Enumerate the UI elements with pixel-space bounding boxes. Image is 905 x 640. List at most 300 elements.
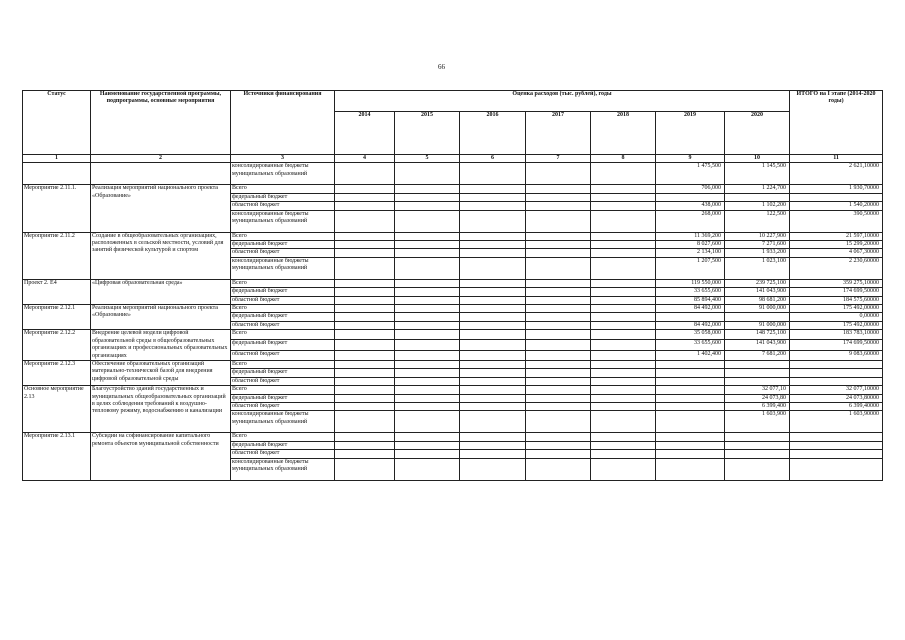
- cell-empty-year: [460, 257, 526, 279]
- table-row: [23, 163, 883, 185]
- cell-empty-year: [395, 321, 460, 329]
- cell-empty-year: [335, 185, 395, 193]
- cell-empty-year: [460, 296, 526, 304]
- cell-empty-year: [526, 193, 591, 201]
- cell-empty-year: [335, 458, 395, 480]
- column-number: 6: [460, 155, 526, 163]
- cell-total: [790, 433, 883, 441]
- cell-empty-year: [460, 249, 526, 257]
- row-source: федеральный бюджет: [231, 394, 335, 402]
- cell-v2019: 1 475,500: [656, 163, 725, 185]
- cell-empty-year: [395, 377, 460, 385]
- row-source: консолидированные бюджеты муниципальных образований: [231, 411, 335, 433]
- cell-empty-year: [591, 377, 656, 385]
- cell-empty-year: [526, 340, 591, 350]
- table-row: [23, 386, 883, 394]
- header-year: 2016: [460, 112, 526, 155]
- cell-v2020: 141 043,900: [725, 288, 790, 296]
- cell-empty-year: [460, 193, 526, 201]
- cell-empty-year: [591, 163, 656, 185]
- row-name: Обеспечение образовательных организаций материально-технической базой для внедрения цифровой образовательной среды: [91, 360, 231, 385]
- cell-empty-year: [335, 394, 395, 402]
- cell-empty-year: [526, 279, 591, 287]
- cell-empty-year: [395, 394, 460, 402]
- cell-total: [790, 458, 883, 480]
- column-number: 9: [656, 155, 725, 163]
- table-body: [23, 163, 883, 480]
- cell-v2020: [725, 313, 790, 321]
- row-name: Субсидии на софинансирование капитального ремонта объектов муниципальной собственности: [91, 433, 231, 480]
- cell-empty-year: [395, 433, 460, 441]
- row-source: Всего: [231, 386, 335, 394]
- cell-empty-year: [526, 210, 591, 232]
- row-source: областной бюджет: [231, 321, 335, 329]
- header-year: 2018: [591, 112, 656, 155]
- cell-empty-year: [460, 185, 526, 193]
- cell-total: 9 083,60000: [790, 350, 883, 360]
- header-estimate: Оценка расходов (тыс. рублей), годы: [335, 91, 790, 112]
- cell-empty-year: [460, 321, 526, 329]
- cell-total: 175 492,00000: [790, 305, 883, 313]
- cell-v2020: 1 224,700: [725, 185, 790, 193]
- cell-v2020: 6 399,400: [725, 402, 790, 410]
- cell-v2019: 1 402,400: [656, 350, 725, 360]
- cell-v2020: [725, 458, 790, 480]
- cell-empty-year: [591, 305, 656, 313]
- cell-total: 175 492,00000: [790, 321, 883, 329]
- cell-empty-year: [526, 441, 591, 449]
- cell-empty-year: [335, 288, 395, 296]
- cell-empty-year: [335, 321, 395, 329]
- cell-v2019: 33 655,600: [656, 288, 725, 296]
- cell-v2020: [725, 360, 790, 368]
- cell-total: 4 067,30000: [790, 249, 883, 257]
- cell-empty-year: [526, 330, 591, 340]
- cell-empty-year: [591, 202, 656, 210]
- cell-empty-year: [591, 210, 656, 232]
- cell-empty-year: [395, 305, 460, 313]
- column-number: 10: [725, 155, 790, 163]
- cell-empty-year: [335, 340, 395, 350]
- cell-v2020: [725, 369, 790, 377]
- row-name: Реализация мероприятий национального проекта «Образование»: [91, 185, 231, 232]
- row-source: областной бюджет: [231, 249, 335, 257]
- row-name: Благоустройство зданий государственных и муниципальных общеобразовательных организаций в целях соблюдения требований к воздушно-тепловому режиму, водоснабжению и канализации: [91, 386, 231, 433]
- cell-total: 183 783,10000: [790, 330, 883, 340]
- row-source: Всего: [231, 232, 335, 240]
- cell-empty-year: [460, 433, 526, 441]
- cell-empty-year: [526, 241, 591, 249]
- cell-empty-year: [395, 360, 460, 368]
- header-source: Источники финансирования: [231, 91, 335, 155]
- cell-empty-year: [591, 340, 656, 350]
- cell-empty-year: [460, 313, 526, 321]
- cell-v2019: 84 492,000: [656, 321, 725, 329]
- cell-v2019: 33 655,600: [656, 340, 725, 350]
- row-source: консолидированные бюджеты муниципальных образований: [231, 458, 335, 480]
- cell-empty-year: [591, 386, 656, 394]
- cell-empty-year: [526, 313, 591, 321]
- page-number: 66: [438, 63, 445, 71]
- row-source: областной бюджет: [231, 296, 335, 304]
- cell-empty-year: [335, 386, 395, 394]
- cell-empty-year: [335, 450, 395, 458]
- cell-empty-year: [591, 402, 656, 410]
- cell-v2019: [656, 458, 725, 480]
- cell-empty-year: [395, 450, 460, 458]
- row-status: Мероприятие 2.11.2: [23, 232, 91, 279]
- cell-total: 184 575,60000: [790, 296, 883, 304]
- cell-empty-year: [591, 313, 656, 321]
- column-number: 4: [335, 155, 395, 163]
- cell-empty-year: [395, 249, 460, 257]
- cell-total: 2 230,60000: [790, 257, 883, 279]
- cell-empty-year: [591, 441, 656, 449]
- cell-empty-year: [335, 369, 395, 377]
- cell-empty-year: [335, 202, 395, 210]
- cell-empty-year: [526, 321, 591, 329]
- cell-v2020: [725, 193, 790, 201]
- cell-empty-year: [591, 450, 656, 458]
- cell-v2020: 98 681,200: [725, 296, 790, 304]
- row-status: Проект 2. Е4: [23, 279, 91, 304]
- cell-empty-year: [395, 458, 460, 480]
- row-source: консолидированные бюджеты муниципальных образований: [231, 163, 335, 185]
- cell-v2019: 119 550,000: [656, 279, 725, 287]
- row-source: Всего: [231, 305, 335, 313]
- cell-v2019: 706,000: [656, 185, 725, 193]
- column-number: 11: [790, 155, 883, 163]
- cell-empty-year: [395, 241, 460, 249]
- cell-v2020: 91 000,000: [725, 305, 790, 313]
- cell-v2019: 84 492,000: [656, 305, 725, 313]
- row-source: федеральный бюджет: [231, 193, 335, 201]
- cell-empty-year: [460, 360, 526, 368]
- row-status: Основное мероприятие 2.13: [23, 386, 91, 433]
- cell-empty-year: [526, 386, 591, 394]
- cell-v2020: 148 725,100: [725, 330, 790, 340]
- cell-total: 24 073,80000: [790, 394, 883, 402]
- cell-empty-year: [591, 411, 656, 433]
- cell-empty-year: [460, 279, 526, 287]
- expenditure-table: [22, 90, 883, 481]
- cell-empty-year: [591, 241, 656, 249]
- cell-empty-year: [591, 360, 656, 368]
- row-source: областной бюджет: [231, 202, 335, 210]
- cell-empty-year: [335, 193, 395, 201]
- row-source: областной бюджет: [231, 450, 335, 458]
- cell-total: 15 299,20000: [790, 241, 883, 249]
- cell-empty-year: [526, 232, 591, 240]
- cell-empty-year: [335, 313, 395, 321]
- cell-empty-year: [460, 394, 526, 402]
- cell-empty-year: [591, 458, 656, 480]
- cell-empty-year: [395, 330, 460, 340]
- cell-v2019: [656, 313, 725, 321]
- cell-total: 21 597,10000: [790, 232, 883, 240]
- cell-empty-year: [526, 296, 591, 304]
- column-number: 1: [23, 155, 91, 163]
- cell-empty-year: [335, 257, 395, 279]
- cell-empty-year: [460, 202, 526, 210]
- row-status: [23, 163, 91, 185]
- cell-empty-year: [335, 411, 395, 433]
- cell-total: 174 699,50000: [790, 288, 883, 296]
- header-status: Статус: [23, 91, 91, 155]
- cell-empty-year: [335, 241, 395, 249]
- cell-v2019: [656, 394, 725, 402]
- cell-v2019: [656, 441, 725, 449]
- cell-v2020: 1 145,500: [725, 163, 790, 185]
- cell-empty-year: [591, 296, 656, 304]
- cell-empty-year: [335, 296, 395, 304]
- row-status: Мероприятие 2.13.1: [23, 433, 91, 480]
- cell-empty-year: [591, 321, 656, 329]
- cell-empty-year: [526, 202, 591, 210]
- cell-empty-year: [395, 441, 460, 449]
- cell-empty-year: [335, 279, 395, 287]
- row-status: Мероприятие 2.12.2: [23, 330, 91, 361]
- cell-empty-year: [460, 305, 526, 313]
- row-name: Реализация мероприятий национального проекта «Образование»: [91, 305, 231, 330]
- cell-empty-year: [460, 386, 526, 394]
- header-year: 2019: [656, 112, 725, 155]
- cell-empty-year: [526, 249, 591, 257]
- cell-empty-year: [591, 193, 656, 201]
- cell-empty-year: [395, 402, 460, 410]
- cell-v2019: [656, 433, 725, 441]
- cell-empty-year: [460, 450, 526, 458]
- cell-empty-year: [395, 232, 460, 240]
- cell-empty-year: [526, 450, 591, 458]
- cell-empty-year: [460, 232, 526, 240]
- cell-empty-year: [460, 369, 526, 377]
- cell-empty-year: [460, 402, 526, 410]
- cell-v2019: 11 369,200: [656, 232, 725, 240]
- cell-empty-year: [395, 313, 460, 321]
- cell-empty-year: [335, 360, 395, 368]
- cell-empty-year: [591, 257, 656, 279]
- cell-empty-year: [591, 394, 656, 402]
- cell-total: [790, 360, 883, 368]
- cell-empty-year: [526, 458, 591, 480]
- cell-empty-year: [395, 369, 460, 377]
- row-source: федеральный бюджет: [231, 441, 335, 449]
- cell-total: 390,50000: [790, 210, 883, 232]
- row-status: Мероприятие 2.11.1.: [23, 185, 91, 232]
- cell-empty-year: [395, 163, 460, 185]
- cell-v2020: [725, 441, 790, 449]
- cell-v2019: 8 027,600: [656, 241, 725, 249]
- cell-v2019: [656, 386, 725, 394]
- cell-v2020: 1 933,200: [725, 249, 790, 257]
- cell-empty-year: [395, 185, 460, 193]
- table-row: [23, 305, 883, 313]
- cell-empty-year: [395, 340, 460, 350]
- cell-total: 32 077,10000: [790, 386, 883, 394]
- cell-v2019: [656, 402, 725, 410]
- cell-empty-year: [460, 330, 526, 340]
- row-source: консолидированные бюджеты муниципальных образований: [231, 257, 335, 279]
- cell-v2020: 239 725,100: [725, 279, 790, 287]
- cell-v2019: 1 207,500: [656, 257, 725, 279]
- cell-total: 174 699,50000: [790, 340, 883, 350]
- header-year: 2017: [526, 112, 591, 155]
- cell-empty-year: [460, 411, 526, 433]
- header-year: 2015: [395, 112, 460, 155]
- cell-empty-year: [335, 377, 395, 385]
- cell-empty-year: [395, 411, 460, 433]
- header-year: 2014: [335, 112, 395, 155]
- cell-total: 6 399,40000: [790, 402, 883, 410]
- cell-v2020: 1 023,100: [725, 257, 790, 279]
- cell-v2019: [656, 369, 725, 377]
- row-source: федеральный бюджет: [231, 369, 335, 377]
- cell-v2019: [656, 360, 725, 368]
- cell-empty-year: [395, 257, 460, 279]
- cell-empty-year: [395, 202, 460, 210]
- cell-v2019: 85 894,400: [656, 296, 725, 304]
- cell-total: 1 930,70000: [790, 185, 883, 193]
- header-total: ИТОГО на I этапе (2014-2020 годы): [790, 91, 883, 155]
- cell-empty-year: [591, 350, 656, 360]
- cell-v2019: [656, 450, 725, 458]
- cell-v2020: 7 271,600: [725, 241, 790, 249]
- cell-v2020: 122,500: [725, 210, 790, 232]
- table-row: [23, 279, 883, 287]
- table-row: [23, 360, 883, 368]
- cell-empty-year: [395, 193, 460, 201]
- cell-v2019: [656, 377, 725, 385]
- cell-empty-year: [526, 433, 591, 441]
- cell-v2019: [656, 193, 725, 201]
- cell-empty-year: [526, 257, 591, 279]
- column-number: 8: [591, 155, 656, 163]
- cell-empty-year: [460, 377, 526, 385]
- cell-v2019: 35 058,000: [656, 330, 725, 340]
- cell-empty-year: [460, 350, 526, 360]
- row-source: Всего: [231, 279, 335, 287]
- cell-empty-year: [395, 296, 460, 304]
- row-source: федеральный бюджет: [231, 313, 335, 321]
- cell-empty-year: [526, 360, 591, 368]
- cell-v2020: [725, 450, 790, 458]
- cell-empty-year: [526, 377, 591, 385]
- row-source: Всего: [231, 433, 335, 441]
- cell-empty-year: [526, 305, 591, 313]
- cell-empty-year: [591, 185, 656, 193]
- cell-empty-year: [526, 288, 591, 296]
- cell-v2020: 10 227,900: [725, 232, 790, 240]
- cell-v2020: 91 000,000: [725, 321, 790, 329]
- cell-empty-year: [335, 163, 395, 185]
- row-status: Мероприятие 2.12.1: [23, 305, 91, 330]
- cell-v2020: 7 681,200: [725, 350, 790, 360]
- cell-empty-year: [591, 330, 656, 340]
- row-name: «Цифровая образовательная среда»: [91, 279, 231, 304]
- cell-empty-year: [526, 369, 591, 377]
- row-source: областной бюджет: [231, 402, 335, 410]
- cell-v2020: 24 073,80: [725, 394, 790, 402]
- table-row: [23, 185, 883, 193]
- cell-empty-year: [395, 210, 460, 232]
- cell-total: [790, 193, 883, 201]
- cell-empty-year: [395, 386, 460, 394]
- cell-empty-year: [591, 249, 656, 257]
- cell-empty-year: [335, 402, 395, 410]
- cell-empty-year: [460, 241, 526, 249]
- column-number: 2: [91, 155, 231, 163]
- row-name: Создание в общеобразовательных организациях, расположенных в сельской местности, условий для занятий физической культурой и спортом: [91, 232, 231, 279]
- cell-v2020: [725, 433, 790, 441]
- row-status: Мероприятие 2.12.3: [23, 360, 91, 385]
- cell-empty-year: [591, 232, 656, 240]
- cell-empty-year: [335, 210, 395, 232]
- cell-empty-year: [526, 350, 591, 360]
- cell-empty-year: [591, 369, 656, 377]
- cell-empty-year: [460, 210, 526, 232]
- cell-total: [790, 441, 883, 449]
- cell-empty-year: [526, 185, 591, 193]
- cell-empty-year: [335, 232, 395, 240]
- row-name: [91, 163, 231, 185]
- cell-empty-year: [460, 340, 526, 350]
- cell-v2020: 1 603,900: [725, 411, 790, 433]
- cell-total: 2 621,10000: [790, 163, 883, 185]
- row-source: Всего: [231, 330, 335, 340]
- cell-empty-year: [460, 163, 526, 185]
- cell-empty-year: [591, 433, 656, 441]
- row-source: консолидированные бюджеты муниципальных образований: [231, 210, 335, 232]
- cell-empty-year: [526, 411, 591, 433]
- table-row: [23, 232, 883, 240]
- row-source: областной бюджет: [231, 377, 335, 385]
- cell-empty-year: [335, 305, 395, 313]
- cell-empty-year: [395, 279, 460, 287]
- cell-v2020: 141 043,900: [725, 340, 790, 350]
- cell-total: [790, 377, 883, 385]
- cell-v2019: 2 134,100: [656, 249, 725, 257]
- cell-empty-year: [335, 441, 395, 449]
- row-source: федеральный бюджет: [231, 241, 335, 249]
- cell-empty-year: [591, 288, 656, 296]
- cell-empty-year: [460, 441, 526, 449]
- row-name: Внедрение целевой модели цифровой образовательной среды в общеобразовательных организациях и профессиональных образовательных организациях: [91, 330, 231, 361]
- cell-v2019: [656, 411, 725, 433]
- cell-total: 0,00000: [790, 313, 883, 321]
- cell-total: [790, 450, 883, 458]
- header-name: Наименование государственной программы, подпрограммы, основные мероприятия: [91, 91, 231, 155]
- cell-empty-year: [335, 330, 395, 340]
- row-source: Всего: [231, 185, 335, 193]
- row-source: федеральный бюджет: [231, 288, 335, 296]
- cell-empty-year: [526, 394, 591, 402]
- cell-empty-year: [460, 288, 526, 296]
- cell-empty-year: [335, 433, 395, 441]
- cell-empty-year: [335, 249, 395, 257]
- column-number: 5: [395, 155, 460, 163]
- cell-empty-year: [395, 288, 460, 296]
- cell-total: 359 275,10000: [790, 279, 883, 287]
- cell-v2020: 32 077,10: [725, 386, 790, 394]
- cell-empty-year: [526, 402, 591, 410]
- column-number: 7: [526, 155, 591, 163]
- cell-empty-year: [335, 350, 395, 360]
- cell-empty-year: [526, 163, 591, 185]
- row-source: Всего: [231, 360, 335, 368]
- cell-empty-year: [460, 458, 526, 480]
- cell-v2020: 1 102,200: [725, 202, 790, 210]
